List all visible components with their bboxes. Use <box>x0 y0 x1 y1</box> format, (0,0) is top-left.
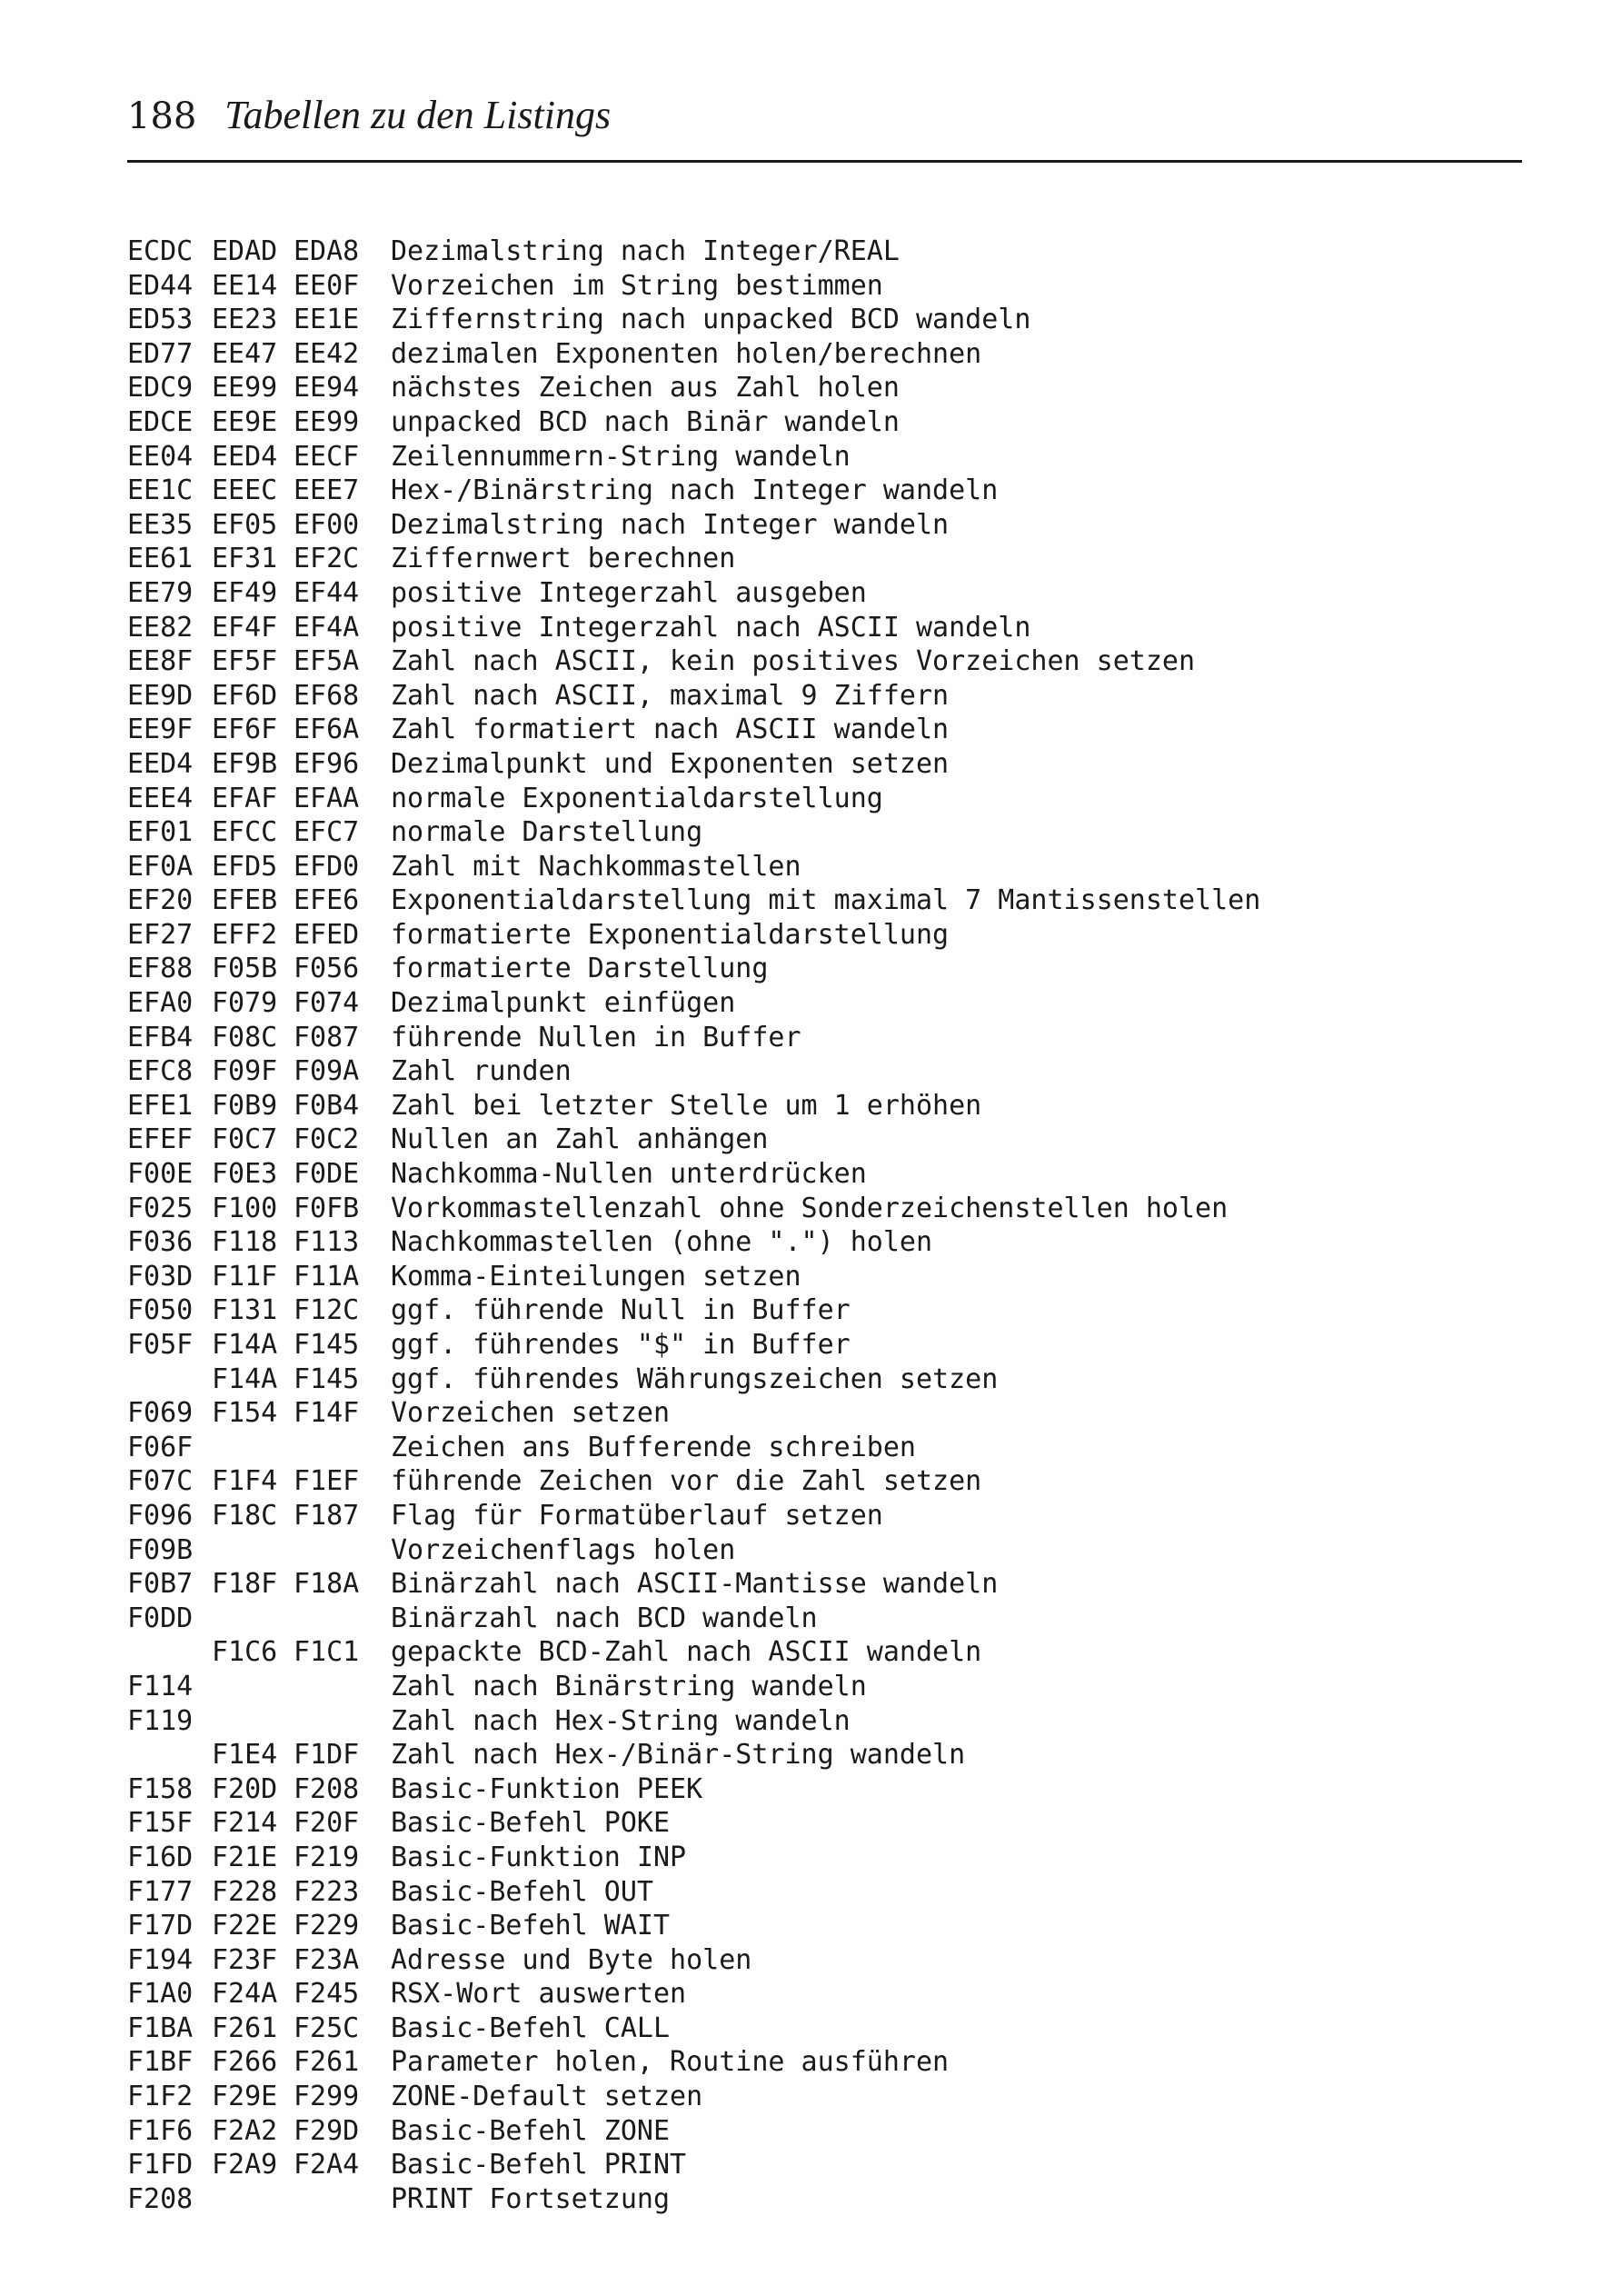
address-664-cell: F214 <box>212 1807 278 1840</box>
address-464-cell: F1FD <box>127 2149 194 2181</box>
address-664-cell: EE9E <box>212 405 278 438</box>
description-cell: Dezimalpunkt einfügen <box>391 987 736 1020</box>
description-cell: Vorzeichen im String bestimmen <box>391 269 883 302</box>
address-464-cell: F036 <box>127 1226 194 1259</box>
description-cell: Vorzeichen setzen <box>391 1397 671 1430</box>
address-464-cell: F0DD <box>127 1602 194 1634</box>
address-664-cell: F09F <box>212 1055 278 1088</box>
address-464-cell: EE1C <box>127 474 194 507</box>
address-664-cell: EE14 <box>212 269 278 302</box>
description-cell: gepackte BCD-Zahl nach ASCII wandeln <box>391 1636 982 1669</box>
address-6128-cell: F1EF <box>294 1465 360 1498</box>
address-464-cell: EFB4 <box>127 1021 194 1053</box>
address-464-cell: F1A0 <box>127 1978 194 2011</box>
address-6128-cell: EFAA <box>294 782 360 814</box>
description-cell: Vorzeichenflags holen <box>391 1533 736 1566</box>
address-464-cell: EF20 <box>127 884 194 917</box>
description-cell: nächstes Zeichen aus Zahl holen <box>391 372 900 404</box>
description-cell: Basic-Funktion PEEK <box>391 1772 703 1805</box>
description-cell: positive Integerzahl ausgeben <box>391 576 867 609</box>
description-cell: Exponentialdarstellung mit maximal 7 Mantissenstellen <box>391 884 1261 917</box>
address-664-cell: F14A <box>212 1329 278 1361</box>
address-664-cell: EEEC <box>212 474 278 507</box>
address-6128-cell: F219 <box>294 1841 360 1873</box>
description-cell: Komma-Einteilungen setzen <box>391 1260 801 1293</box>
address-464-cell: EE35 <box>127 508 194 541</box>
description-cell: Basic-Befehl POKE <box>391 1807 671 1840</box>
address-664-cell: EE47 <box>212 337 278 370</box>
description-cell: Dezimalstring nach Integer wandeln <box>391 508 950 541</box>
description-cell: RSX-Wort auswerten <box>391 1978 687 2011</box>
address-464-cell: EF27 <box>127 918 194 951</box>
address-464-cell: F1F6 <box>127 2114 194 2147</box>
address-6128-cell: EF6A <box>294 714 360 746</box>
description-cell: ZONE-Default setzen <box>391 2081 703 2113</box>
address-6128-cell: F0C2 <box>294 1123 360 1156</box>
description-cell: führende Zeichen vor die Zahl setzen <box>391 1465 982 1498</box>
address-664-cell: F20D <box>212 1772 278 1805</box>
description-cell: normale Exponentialdarstellung <box>391 782 883 814</box>
address-664-cell: F079 <box>212 987 278 1020</box>
description-cell: Basic-Befehl OUT <box>391 1875 653 1908</box>
address-664-cell: F0C7 <box>212 1123 278 1156</box>
address-664-cell: F100 <box>212 1192 278 1224</box>
description-cell: Zahl nach Hex-/Binär-String wandeln <box>391 1739 966 1772</box>
address-6128-cell: EFE6 <box>294 884 360 917</box>
address-6128-cell: EDA8 <box>294 235 360 267</box>
description-cell: Ziffernwert berechnen <box>391 543 736 575</box>
address-6128-cell: F145 <box>294 1363 360 1395</box>
address-664-cell: EFAF <box>212 782 278 814</box>
description-cell: Flag für Formatüberlauf setzen <box>391 1499 883 1532</box>
description-cell: Ziffernstring nach unpacked BCD wandeln <box>391 304 1031 336</box>
address-6128-cell: F14F <box>294 1397 360 1430</box>
description-cell: führende Nullen in Buffer <box>391 1021 801 1053</box>
address-664-cell: F11F <box>212 1260 278 1293</box>
address-664-cell: F05B <box>212 953 278 985</box>
address-464-cell: ED77 <box>127 337 194 370</box>
address-6128-cell: EF4A <box>294 611 360 644</box>
address-6128-cell: F087 <box>294 1021 360 1053</box>
address-6128-cell: EF44 <box>294 576 360 609</box>
description-cell: formatierte Exponentialdarstellung <box>391 918 950 951</box>
description-cell: ggf. führendes "$" in Buffer <box>391 1329 851 1361</box>
address-664-cell: F21E <box>212 1841 278 1873</box>
address-664-cell: EF4F <box>212 611 278 644</box>
address-464-cell: EFC8 <box>127 1055 194 1088</box>
address-664-cell: EF5F <box>212 645 278 678</box>
description-cell: positive Integerzahl nach ASCII wandeln <box>391 611 1031 644</box>
address-464-cell: F09B <box>127 1533 194 1566</box>
address-464-cell: EF0A <box>127 850 194 883</box>
address-664-cell: F154 <box>212 1397 278 1430</box>
description-cell: Basic-Befehl WAIT <box>391 1910 671 1942</box>
address-6128-cell: F299 <box>294 2081 360 2113</box>
address-6128-cell: EE94 <box>294 372 360 404</box>
address-464-cell: EE9D <box>127 679 194 712</box>
address-464-cell: EED4 <box>127 747 194 780</box>
address-464-cell: F17D <box>127 1910 194 1942</box>
address-6128-cell: F09A <box>294 1055 360 1088</box>
address-664-cell: F131 <box>212 1294 278 1327</box>
address-464-cell: F06F <box>127 1431 194 1463</box>
address-6128-cell: F245 <box>294 1978 360 2011</box>
address-664-cell: EFF2 <box>212 918 278 951</box>
address-6128-cell: F0B4 <box>294 1089 360 1122</box>
address-6128-cell: F1DF <box>294 1739 360 1772</box>
description-cell: PRINT Fortsetzung <box>391 2182 671 2215</box>
description-cell: Nullen an Zahl anhängen <box>391 1123 769 1156</box>
address-6128-cell: EFD0 <box>294 850 360 883</box>
address-464-cell: EE9F <box>127 714 194 746</box>
address-6128-cell: EECF <box>294 440 360 473</box>
address-464-cell: F16D <box>127 1841 194 1873</box>
address-464-cell: F03D <box>127 1260 194 1293</box>
description-cell: Zeichen ans Bufferende schreiben <box>391 1431 916 1463</box>
description-cell: Basic-Befehl ZONE <box>391 2114 671 2147</box>
address-6128-cell: F056 <box>294 953 360 985</box>
address-664-cell: F0E3 <box>212 1158 278 1191</box>
address-464-cell: F07C <box>127 1465 194 1498</box>
address-464-cell: F050 <box>127 1294 194 1327</box>
address-664-cell: F266 <box>212 2046 278 2079</box>
description-cell: Zahl mit Nachkommastellen <box>391 850 801 883</box>
address-6128-cell: F223 <box>294 1875 360 1908</box>
address-664-cell: F29E <box>212 2081 278 2113</box>
address-6128-cell: EFC7 <box>294 816 360 849</box>
address-6128-cell: EE1E <box>294 304 360 336</box>
description-cell: Zahl nach Hex-String wandeln <box>391 1704 851 1737</box>
address-464-cell: EEE4 <box>127 782 194 814</box>
address-664-cell: F2A9 <box>212 2149 278 2181</box>
header-rule <box>127 160 1522 163</box>
description-cell: formatierte Darstellung <box>391 953 769 985</box>
address-464-cell: F194 <box>127 1943 194 1976</box>
address-6128-cell: EE42 <box>294 337 360 370</box>
address-664-cell: F261 <box>212 2011 278 2044</box>
address-6128-cell: F229 <box>294 1910 360 1942</box>
address-464-cell: F069 <box>127 1397 194 1430</box>
description-cell: unpacked BCD nach Binär wandeln <box>391 405 900 438</box>
address-664-cell: F1C6 <box>212 1636 278 1669</box>
description-cell: ggf. führendes Währungszeichen setzen <box>391 1363 999 1395</box>
address-664-cell: F23F <box>212 1943 278 1976</box>
address-6128-cell: F208 <box>294 1772 360 1805</box>
description-cell: Basic-Befehl PRINT <box>391 2149 687 2181</box>
address-464-cell: ED44 <box>127 269 194 302</box>
address-664-cell: EFD5 <box>212 850 278 883</box>
address-464-cell: F0B7 <box>127 1568 194 1601</box>
address-464-cell: EFA0 <box>127 987 194 1020</box>
address-664-cell: F18F <box>212 1568 278 1601</box>
page-title: Tabellen zu den Listings <box>224 93 612 137</box>
address-664-cell: EF9B <box>212 747 278 780</box>
page-number: 188 <box>127 95 197 137</box>
address-464-cell: EE79 <box>127 576 194 609</box>
address-6128-cell: EF96 <box>294 747 360 780</box>
address-464-cell: F119 <box>127 1704 194 1737</box>
description-cell: Adresse und Byte holen <box>391 1943 752 1976</box>
address-6128-cell: F18A <box>294 1568 360 1601</box>
address-6128-cell: EF00 <box>294 508 360 541</box>
description-cell: Dezimalstring nach Integer/REAL <box>391 235 900 267</box>
address-6128-cell: F29D <box>294 2114 360 2147</box>
address-6128-cell: F145 <box>294 1329 360 1361</box>
description-cell: Nachkommastellen (ohne ".") holen <box>391 1226 933 1259</box>
description-cell: Basic-Funktion INP <box>391 1841 687 1873</box>
address-464-cell: EE61 <box>127 543 194 575</box>
address-664-cell: EF31 <box>212 543 278 575</box>
address-664-cell: EF6F <box>212 714 278 746</box>
address-464-cell: EE04 <box>127 440 194 473</box>
address-664-cell: EDAD <box>212 235 278 267</box>
description-cell: dezimalen Exponenten holen/berechnen <box>391 337 982 370</box>
address-6128-cell: F187 <box>294 1499 360 1532</box>
address-664-cell: EF6D <box>212 679 278 712</box>
address-6128-cell: F261 <box>294 2046 360 2079</box>
address-6128-cell: F20F <box>294 1807 360 1840</box>
address-464-cell: EFEF <box>127 1123 194 1156</box>
description-cell: Parameter holen, Routine ausführen <box>391 2046 950 2079</box>
address-664-cell: F22E <box>212 1910 278 1942</box>
address-464-cell: F15F <box>127 1807 194 1840</box>
description-cell: Basic-Befehl CALL <box>391 2011 671 2044</box>
address-464-cell: EFE1 <box>127 1089 194 1122</box>
address-464-cell: F1F2 <box>127 2081 194 2113</box>
description-cell: Dezimalpunkt und Exponenten setzen <box>391 747 950 780</box>
address-6128-cell: F113 <box>294 1226 360 1259</box>
address-6128-cell: F0FB <box>294 1192 360 1224</box>
address-664-cell: EF05 <box>212 508 278 541</box>
address-6128-cell: EF68 <box>294 679 360 712</box>
page-header <box>127 95 611 135</box>
address-464-cell: F114 <box>127 1670 194 1702</box>
address-664-cell: F24A <box>212 1978 278 2011</box>
address-664-cell: EED4 <box>212 440 278 473</box>
address-6128-cell: EEE7 <box>294 474 360 507</box>
description-cell: ggf. führende Null in Buffer <box>391 1294 851 1327</box>
address-664-cell: F2A2 <box>212 2114 278 2147</box>
address-6128-cell: F0DE <box>294 1158 360 1191</box>
address-464-cell: F05F <box>127 1329 194 1361</box>
address-464-cell: F00E <box>127 1158 194 1191</box>
address-664-cell: F08C <box>212 1021 278 1053</box>
address-664-cell: EF49 <box>212 576 278 609</box>
address-464-cell: F177 <box>127 1875 194 1908</box>
address-464-cell: EDC9 <box>127 372 194 404</box>
address-664-cell: F18C <box>212 1499 278 1532</box>
address-6128-cell: EF2C <box>294 543 360 575</box>
description-cell: Zahl nach ASCII, kein positives Vorzeichen setzen <box>391 645 1196 678</box>
description-cell: Zeilennummern-String wandeln <box>391 440 851 473</box>
address-664-cell: EFEB <box>212 884 278 917</box>
address-464-cell: EDCE <box>127 405 194 438</box>
description-cell: Nachkomma-Nullen unterdrücken <box>391 1158 867 1191</box>
address-464-cell: EF88 <box>127 953 194 985</box>
description-cell: Zahl formatiert nach ASCII wandeln <box>391 714 950 746</box>
description-cell: normale Darstellung <box>391 816 703 849</box>
address-664-cell: F1E4 <box>212 1739 278 1772</box>
address-464-cell: F208 <box>127 2182 194 2215</box>
description-cell: Zahl nach Binärstring wandeln <box>391 1670 867 1702</box>
address-464-cell: ED53 <box>127 304 194 336</box>
address-464-cell: EF01 <box>127 816 194 849</box>
address-6128-cell: F074 <box>294 987 360 1020</box>
address-664-cell: F14A <box>212 1363 278 1395</box>
address-664-cell: F0B9 <box>212 1089 278 1122</box>
address-464-cell: ECDC <box>127 235 194 267</box>
address-6128-cell: EF5A <box>294 645 360 678</box>
address-464-cell: F1BF <box>127 2046 194 2079</box>
description-cell: Binärzahl nach ASCII-Mantisse wandeln <box>391 1568 999 1601</box>
address-6128-cell: F23A <box>294 1943 360 1976</box>
address-464-cell: EE82 <box>127 611 194 644</box>
description-cell: Zahl bei letzter Stelle um 1 erhöhen <box>391 1089 982 1122</box>
address-6128-cell: F25C <box>294 2011 360 2044</box>
address-664-cell: F118 <box>212 1226 278 1259</box>
address-464-cell: F025 <box>127 1192 194 1224</box>
address-6128-cell: EE99 <box>294 405 360 438</box>
description-cell: Binärzahl nach BCD wandeln <box>391 1602 818 1634</box>
address-6128-cell: EFED <box>294 918 360 951</box>
address-6128-cell: F12C <box>294 1294 360 1327</box>
address-664-cell: F1F4 <box>212 1465 278 1498</box>
description-cell: Hex-/Binärstring nach Integer wandeln <box>391 474 999 507</box>
address-6128-cell: F11A <box>294 1260 360 1293</box>
address-664-cell: EFCC <box>212 816 278 849</box>
address-464-cell: F1BA <box>127 2011 194 2044</box>
description-cell: Zahl runden <box>391 1055 572 1088</box>
address-464-cell: EE8F <box>127 645 194 678</box>
description-cell: Zahl nach ASCII, maximal 9 Ziffern <box>391 679 950 712</box>
address-6128-cell: F1C1 <box>294 1636 360 1669</box>
description-cell: Vorkommastellenzahl ohne Sonderzeichenstellen holen <box>391 1192 1229 1224</box>
address-464-cell: F158 <box>127 1772 194 1805</box>
address-664-cell: EE23 <box>212 304 278 336</box>
address-464-cell: F096 <box>127 1499 194 1532</box>
address-664-cell: F228 <box>212 1875 278 1908</box>
address-6128-cell: F2A4 <box>294 2149 360 2181</box>
address-664-cell: EE99 <box>212 372 278 404</box>
address-6128-cell: EE0F <box>294 269 360 302</box>
